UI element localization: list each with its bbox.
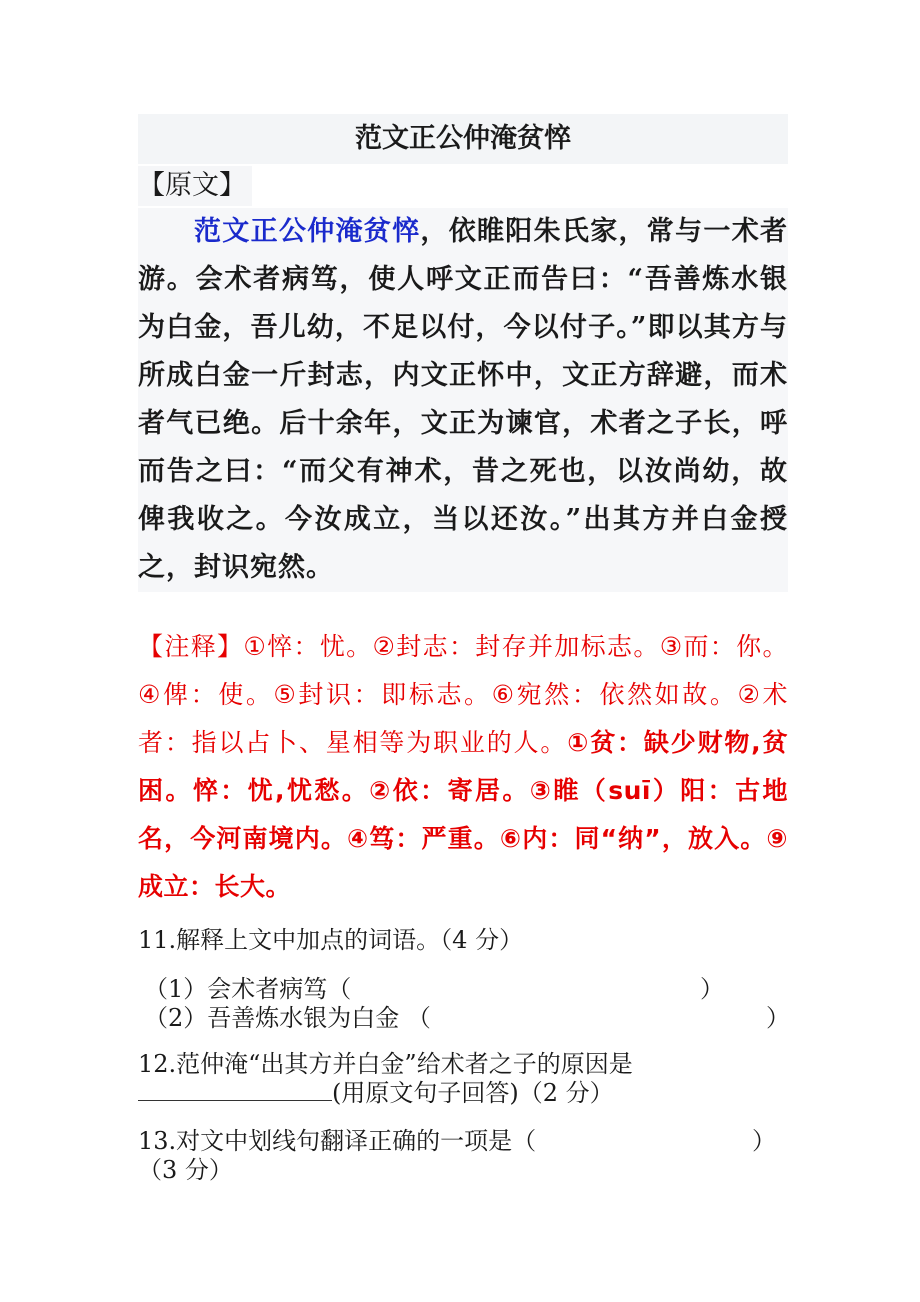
question-13-line-1 xyxy=(138,1126,788,1156)
passage-body: ，依睢阳朱氏家，常与一术者游。会术者病笃，使人呼文正而告曰：“吾善炼水银为白金，吾儿幼，不足以付，今以付子。”即以其方与所成白金一斤封志，内文正怀中，文正方辞避，而术者气已绝。后十余年，文正为谏官，术者之子长，呼而告之曰：“而父有神术，昔之死也，以汝尚幼，故俾我收之。今汝成立，当以还汝。”出其方并白金授之，封识宛然。 xyxy=(138,216,789,583)
question-11-item-1-text: （1）会术者病笃（ xyxy=(144,975,352,1003)
question-11: 11.解释上文中加点的词语。（4 分） xyxy=(138,926,524,954)
question-12-instruction: (用原文句子回答)（2 分） xyxy=(332,1079,614,1107)
passage-lead-highlight: 范文正公仲淹贫悴 xyxy=(194,216,421,247)
annotations-part-1: 【注释】①悴：忧。②封志：封存并加标志。③而：你。④俾：使。⑤封识：即标志。⑥宛然：依然如故。②术者：指以占卜、星相等为职业的人。 xyxy=(138,632,788,757)
question-13-close: ） xyxy=(752,1127,776,1155)
section-label-original-text: 【原文】 xyxy=(138,166,252,206)
question-11-item-2-text: （2）吾善炼水银为白金 （ xyxy=(144,1004,431,1032)
annotations-part-2: ①贫：缺少财物,贫困。悴：忧,忧愁。②依：寄居。③睢（suī）阳：古地名，今河南境内。④笃：严重。⑥内：同“纳”，放入。⑨成立：长大。 xyxy=(138,728,788,901)
question-13-text: 13.对文中划线句翻译正确的一项是（ xyxy=(138,1127,537,1155)
question-11-item-2-close: ） xyxy=(766,1004,790,1032)
question-12-line-1: 12.范仲淹“出其方并白金”给术者之子的原因是 xyxy=(138,1050,633,1078)
annotations xyxy=(138,623,788,911)
answer-blank[interactable] xyxy=(138,1078,332,1101)
page-title: 范文正公仲淹贫悴 xyxy=(138,114,788,164)
question-11-item-1 xyxy=(144,974,789,1004)
question-11-item-2 xyxy=(144,1003,789,1033)
question-12-line-2 xyxy=(138,1078,788,1108)
original-passage xyxy=(138,208,788,592)
question-11-item-1-close: ） xyxy=(700,975,724,1003)
question-13-line-2: （3 分） xyxy=(138,1156,233,1184)
